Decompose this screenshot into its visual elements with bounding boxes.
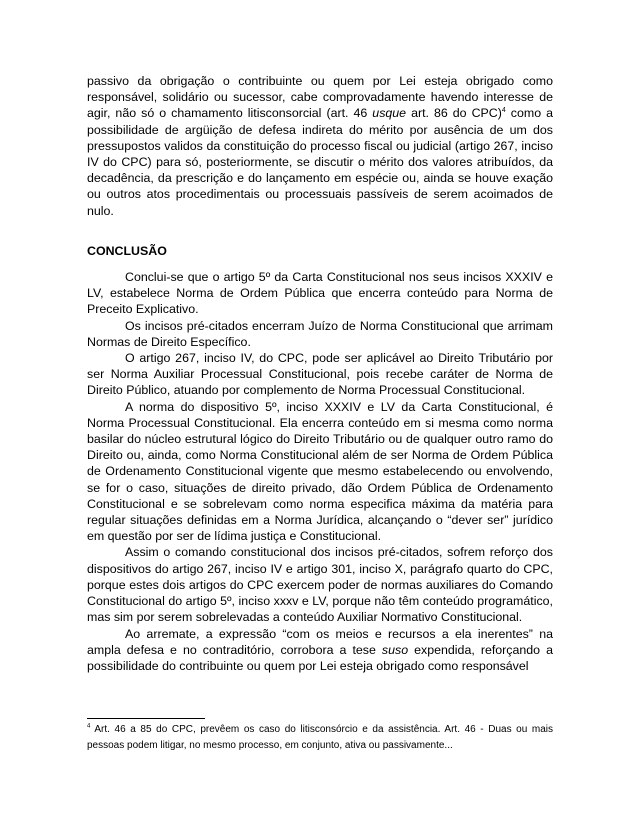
italic-term-suso: suso bbox=[381, 642, 409, 657]
document-body bbox=[87, 73, 553, 674]
footnote-separator bbox=[87, 718, 205, 719]
paragraph-text: expendida, reforçando a possibilidade do contribuinte ou quem por Lei esteja obrigado como responsável bbox=[87, 642, 553, 673]
footnote-number: 4 bbox=[87, 723, 91, 730]
paragraph-text: Ao arremate, a expressão “com os meios e recursos a ela inerentes” na ampla defesa e no contraditório, corrobora a tese bbox=[87, 626, 553, 657]
footnote bbox=[87, 722, 553, 754]
paragraph-text: art. 86 do CPC) bbox=[406, 106, 502, 121]
paragraph-6 bbox=[87, 626, 553, 675]
italic-term-usque: usque bbox=[372, 106, 407, 121]
paragraph-4: A norma do dispositivo 5º, inciso XXXIV e LV da Carta Constitucional, é Norma Processual Constitucional. Ela encerra conteúdo em si mesma como norma basilar do núcleo estrutural lógico do Direito Tributário ou de qualquer outro ramo do Direito ou, ainda, como Norma Constitucional além de ser Norma de Ordem Pública de Ordenamento Constitucional vigente que mesmo estabelecendo ou envolvendo, se for o caso, situações de direito privado, dão Ordem Pública de Ordenamento Constitucional e se sobrelevam como norma especifica máxima da matéria para regular situações definidas em a Norma Jurídica, alcançando o “dever ser” jurídico em questão por ser de lídima justiça e Constitucional. bbox=[87, 399, 553, 544]
paragraph-5: Assim o comando constitucional dos incisos pré-citados, sofrem reforço dos dispositivos do artigo 267, inciso IV e artigo 301, inciso X, parágrafo quarto do CPC, porque estes dois artigos do CPC exercem poder de normas auxiliares do Comando Constitucional do artigo 5º, inciso xxxv e LV, porque não têm conteúdo programático, mas sim por serem sobrelevadas a conteúdo Auxiliar Normativo Constitucional. bbox=[87, 545, 553, 625]
footnote-text: Art. 46 a 85 do CPC, prevêem os caso do litisconsórcio e da assistência. Art. 46 - Duas ou mais pessoas podem litigar, no mesmo processo, em conjunto, ativa ou passivamente... bbox=[87, 724, 553, 751]
paragraph-text: passivo da obrigação o contribuinte ou quem por Lei esteja obrigado como responsável, solidário ou sucessor, cabe comprovadamente havendo interesse de agir, não só o chamamento litisconsorcial (art. 46 bbox=[87, 74, 553, 121]
paragraph-1: Conclui-se que o artigo 5º da Carta Constitucional nos seus incisos XXXIV e LV, estabelece Norma de Ordem Pública que encerra conteúdo para Norma de Preceito Explicativo. bbox=[87, 270, 553, 317]
paragraph-text: como a possibilidade de argüição de defesa indireta do mérito por ausência de um dos pressupostos validos da constituição do processo fiscal ou judicial (artigo 267, inciso IV do CPC) para só, posteriormente, se discutir o mérito dos valores atribuídos, da decadência, da prescrição e do lançamento em espécie ou, ainda se houve exação ou outros atos procedimentais ou processuais passíveis de serem acoimados de nulo. bbox=[87, 106, 553, 218]
paragraph-2: Os incisos pré-citados encerram Juízo de Norma Constitucional que arrimam Normas de Direito Específico. bbox=[87, 318, 553, 349]
section-heading: CONCLUSÃO bbox=[87, 243, 167, 258]
paragraph-3: O artigo 267, inciso IV, do CPC, pode ser aplicável ao Direito Tributário por ser Norma Auxiliar Processual Constitucional, pois recebe caráter de Norma de Direito Público, atuando por complemento de Norma Processual Constitucional. bbox=[87, 351, 553, 398]
paragraph-continuation bbox=[87, 73, 553, 219]
footnote-reference: 4 bbox=[501, 107, 506, 115]
